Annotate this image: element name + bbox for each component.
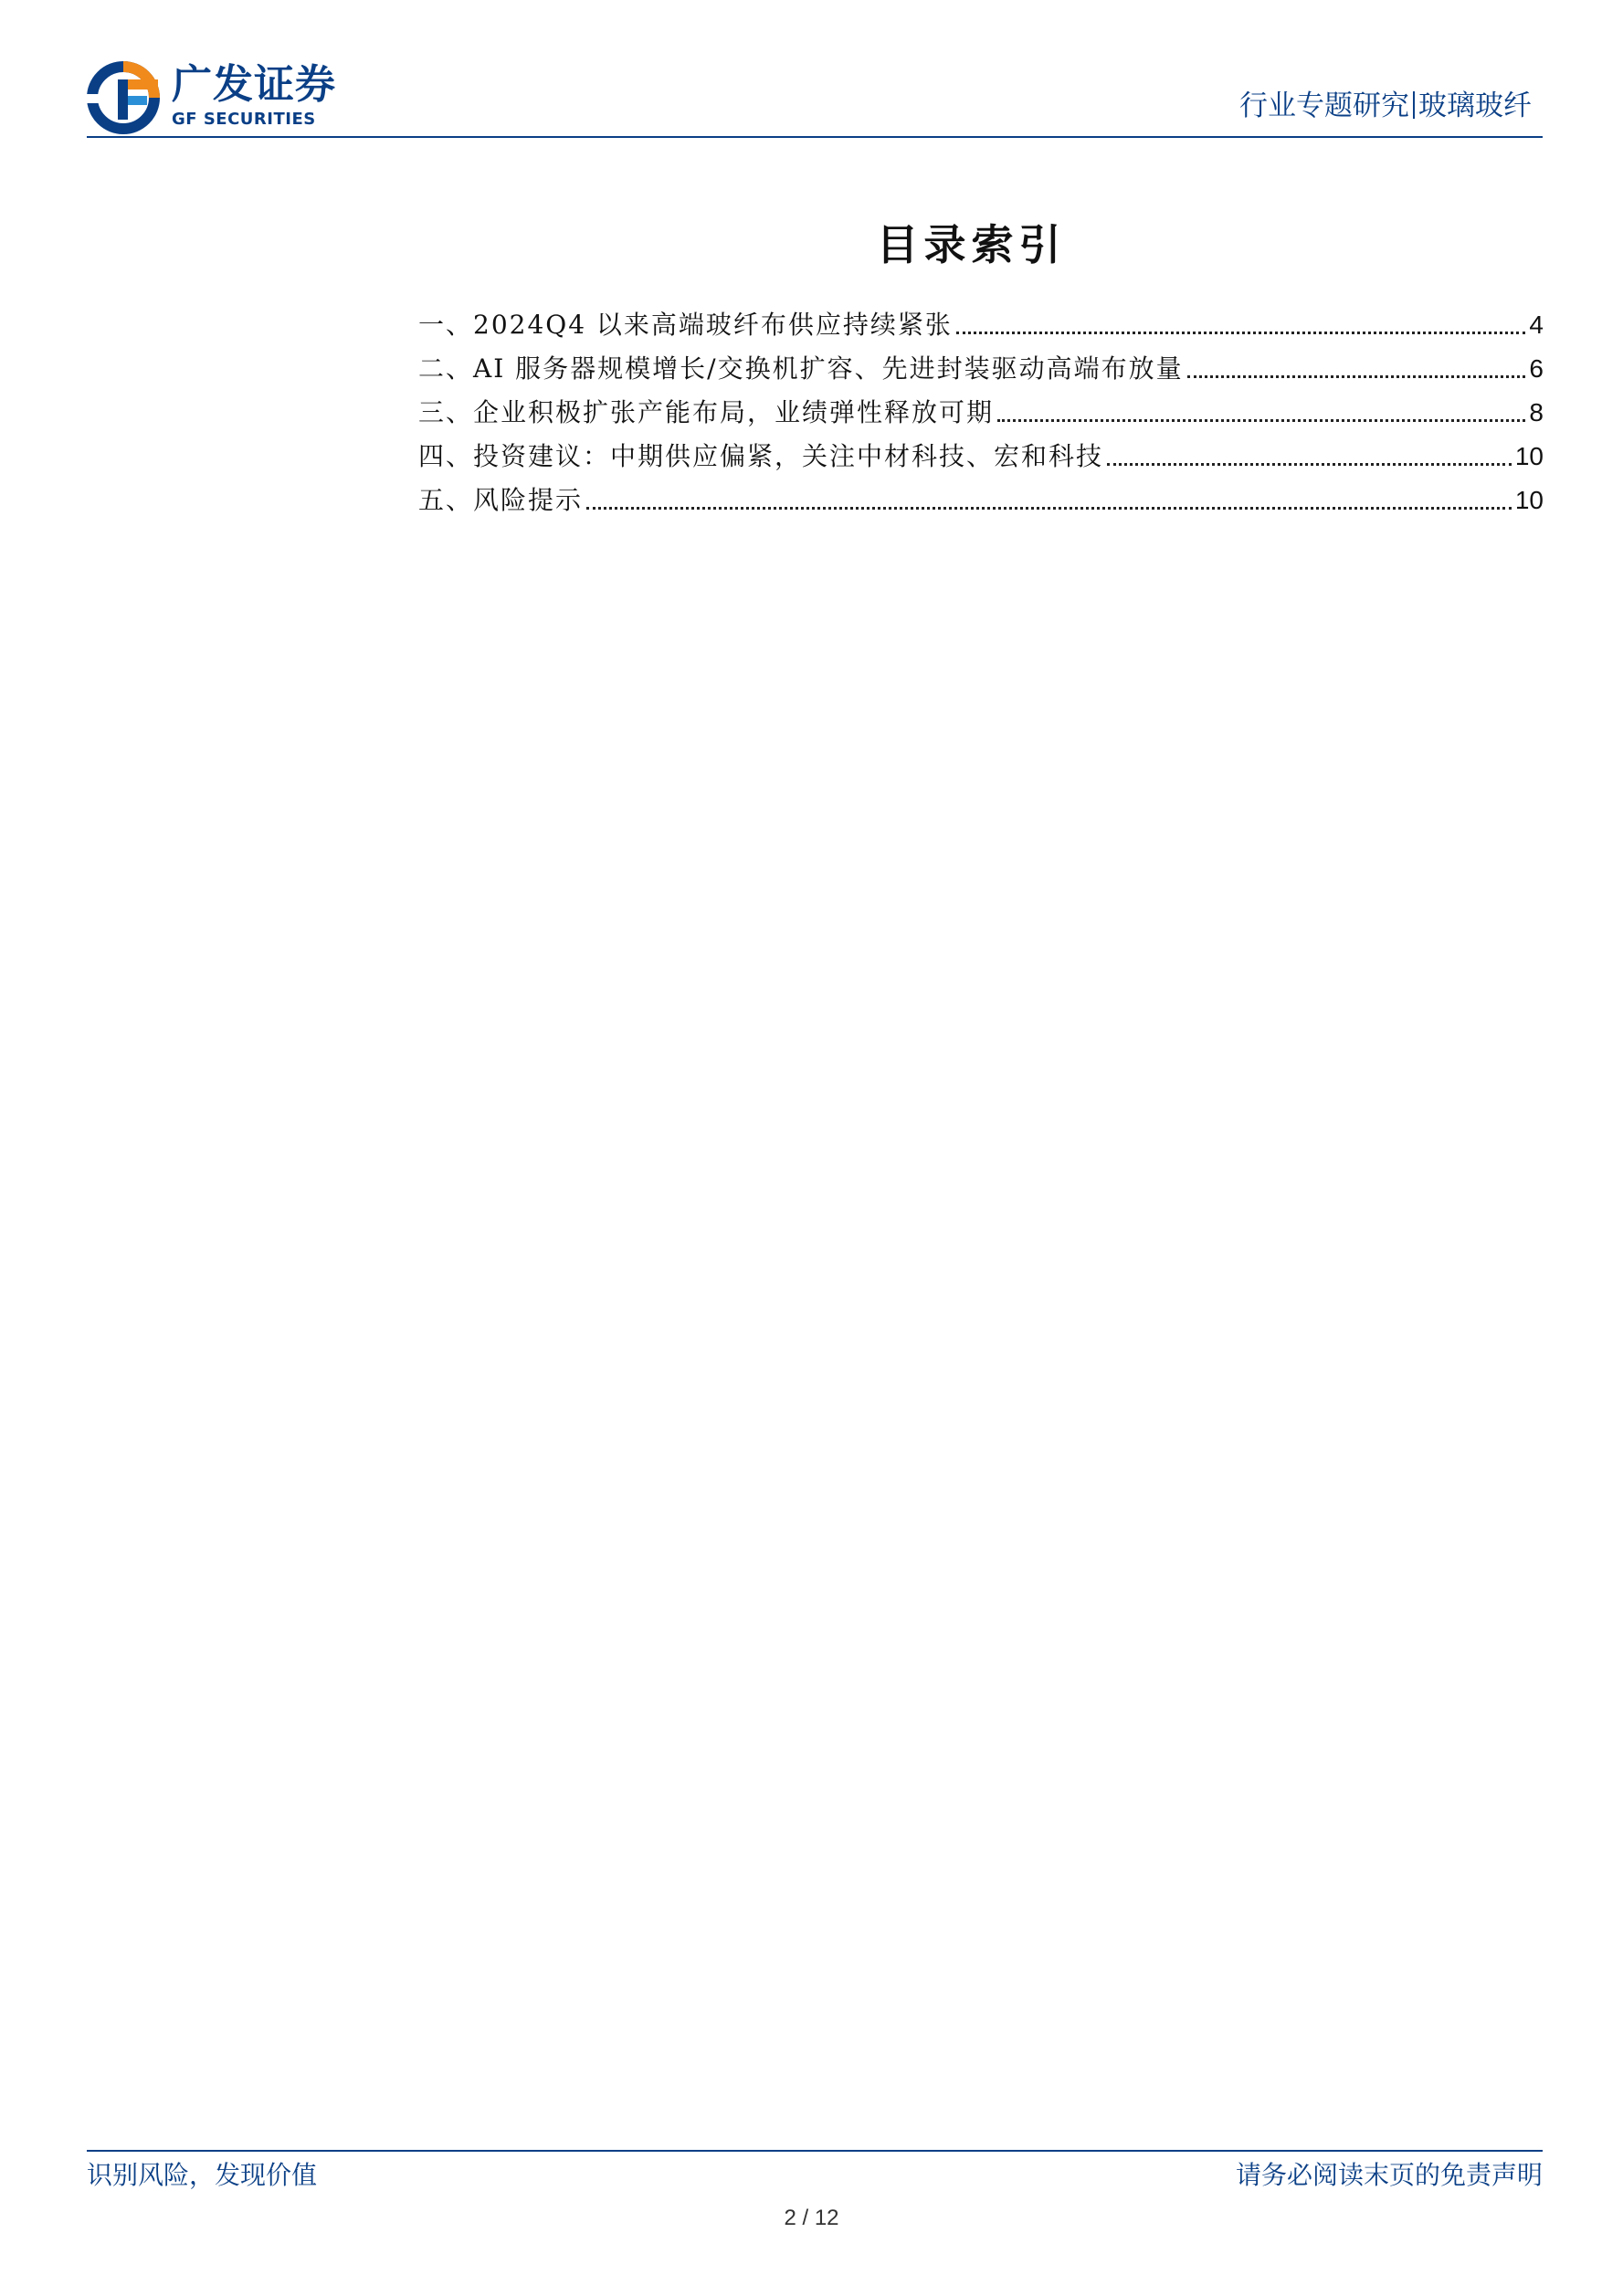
toc-entry[interactable] <box>418 297 1544 341</box>
toc-title: 目录索引 <box>876 220 1067 269</box>
toc-entry-page: 6 <box>1529 354 1544 383</box>
footer-rule <box>87 2150 1543 2152</box>
gf-logo-mark-icon <box>87 59 162 134</box>
toc-leader-dots <box>586 485 1512 516</box>
toc-entry-text: 三、企业积极扩张产能布局，业绩弹性释放可期 <box>418 397 995 427</box>
toc-entry[interactable] <box>418 428 1544 472</box>
toc-entry-text: 四、投资建议：中期供应偏紧，关注中材科技、宏和科技 <box>418 441 1104 471</box>
toc-entry[interactable] <box>418 384 1544 428</box>
page-indicator: 2 / 12 <box>784 2206 839 2230</box>
toc-leader-dots <box>956 310 1525 341</box>
toc-entry-text: 五、风险提示 <box>418 485 584 515</box>
logo-name-en: GF SECURITIES <box>172 110 316 129</box>
report-category <box>1239 88 1532 124</box>
toc-entry-text: 一、2024Q4 以来高端玻纤布供应持续紧张 <box>418 310 953 340</box>
toc-entry[interactable] <box>418 472 1544 516</box>
toc-entry-page: 4 <box>1529 311 1544 339</box>
toc-entry-text: 二、AI 服务器规模增长/交换机扩容、先进封装驱动高端布放量 <box>418 353 1184 384</box>
toc-leader-dots <box>1107 441 1512 472</box>
logo-name-cn: 广发证券 <box>172 61 336 108</box>
report-sector: 玻璃玻纤 <box>1418 90 1532 122</box>
toc-leader-dots <box>1187 353 1526 384</box>
toc-entry[interactable] <box>418 341 1544 384</box>
toc-leader-dots <box>997 397 1525 428</box>
toc-entry-page: 10 <box>1514 442 1544 470</box>
gf-securities-logo <box>87 59 361 132</box>
page-header <box>87 55 1543 139</box>
footer-disclaimer: 请务必阅读末页的免责声明 <box>1235 2160 1543 2190</box>
toc-entry-page: 8 <box>1529 398 1544 427</box>
header-divider <box>1413 91 1415 119</box>
report-type: 行业专题研究 <box>1239 90 1409 122</box>
header-rule <box>87 136 1543 138</box>
footer-slogan: 识别风险，发现价值 <box>87 2160 318 2190</box>
toc-entry-page: 10 <box>1514 486 1544 514</box>
table-of-contents <box>418 297 1544 516</box>
